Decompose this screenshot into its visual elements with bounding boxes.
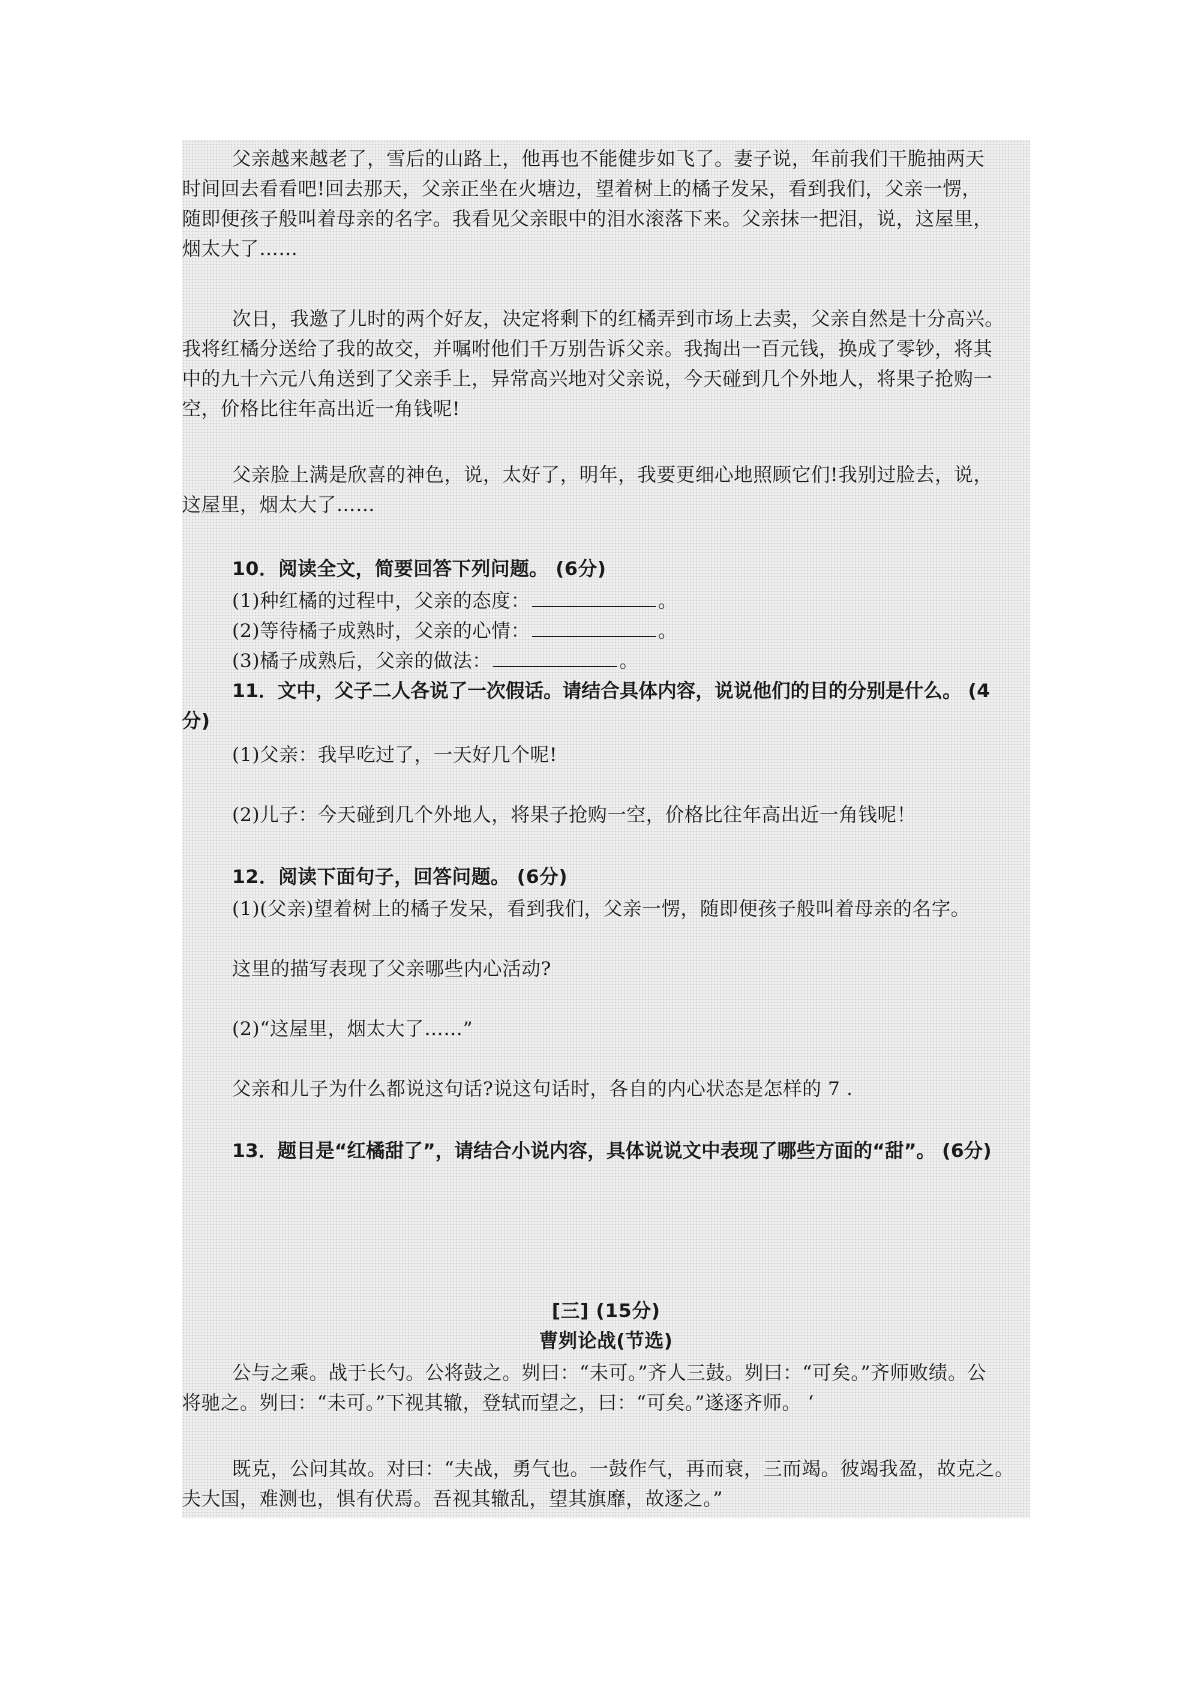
question-10-item3-end: 。 [619, 650, 639, 672]
passage-p2-line2: 我将红橘分送给了我的故交，并嘱咐他们千万别告诉父亲。我掏出一百元钱，换成了零钞，将其 [182, 338, 993, 360]
passage-p3-line2: 这屋里，烟太大了…… [182, 494, 376, 516]
question-13-title: 13．题目是“红橘甜了”，请结合小说内容，具体说说文中表现了哪些方面的“甜”。 (6分) [232, 1140, 992, 1162]
question-12-item2: (2)“这屋里，烟太大了……” [232, 1018, 473, 1040]
question-10-item3-text: (3)橘子成熟后，父亲的做法： [232, 650, 492, 672]
question-10-item3 [182, 646, 1030, 676]
document-page [182, 140, 1030, 1518]
question-10-item2 [182, 616, 1030, 646]
question-11-item2: (2)儿子：今天碰到几个外地人，将果子抢购一空，价格比往年高出近一角钱呢！ [232, 804, 917, 826]
question-10-item2-text: (2)等待橘子成熟时，父亲的心情： [232, 620, 531, 642]
section-3-p2-line2: 夫大国，难测也，惧有伏焉。吾视其辙乱，望其旗靡，故逐之。” [182, 1488, 723, 1510]
section-3-p2-line1: 既克，公问其故。对曰：“夫战，勇气也。一鼓作气，再而衰，三而竭。彼竭我盈，故克之。 [232, 1458, 1015, 1480]
answer-blank-10-3[interactable] [493, 646, 617, 667]
passage-p1-line4: 烟太大了…… [182, 238, 298, 260]
question-11-item1: (1)父亲：我早吃过了，一天好几个呢! [232, 744, 558, 766]
question-10-item1 [182, 586, 1030, 616]
question-11-title-line2: 分) [182, 710, 211, 732]
section-3-subtitle: 曹刿论战(节选) [539, 1330, 673, 1352]
passage-p2-line4: 空，价格比往年高出近一角钱呢! [182, 398, 461, 420]
answer-blank-10-2[interactable] [532, 616, 656, 637]
question-11-title-line1: 11．文中，父子二人各说了一次假话。请结合具体内容，说说他们的目的分别是什么。 (4 [232, 680, 990, 702]
passage-p3-line1: 父亲脸上满是欣喜的神色，说，太好了，明年，我要更细心地照顾它们!我别过脸去，说， [232, 464, 993, 486]
passage-p2-line1: 次日，我邀了儿时的两个好友，决定将剩下的红橘弄到市场上去卖，父亲自然是十分高兴。 [232, 308, 1005, 330]
question-12-title: 12．阅读下面句子，回答问题。 (6分) [232, 866, 568, 888]
question-12-item1: (1)(父亲)望着树上的橘子发呆，看到我们，父亲一愣，随即便孩子般叫着母亲的名字。 [232, 898, 971, 920]
section-3-p1-line1: 公与之乘。战于长勺。公将鼓之。刿曰：“未可。”齐人三鼓。刿曰：“可矣。”齐师败绩。公 [232, 1362, 987, 1384]
passage-p2-line3: 中的九十六元八角送到了父亲手上，异常高兴地对父亲说，今天碰到几个外地人，将果子抢购一 [182, 368, 993, 390]
question-10-item2-end: 。 [658, 620, 678, 642]
question-10-title: 10．阅读全文，简要回答下列问题。 (6分) [232, 558, 607, 580]
question-12-item2-question: 父亲和儿子为什么都说这句话?说这句话时，各自的内心状态是怎样的 7 . [232, 1078, 853, 1100]
section-3-p1-line2: 将驰之。刿曰：“未可。”下视其辙，登轼而望之，曰：“可矣。”遂逐齐师。 ‘ [182, 1392, 815, 1414]
section-3-heading: [三] (15分) [551, 1300, 661, 1322]
question-10-item1-end: 。 [658, 590, 678, 612]
question-12-item1-question: 这里的描写表现了父亲哪些内心活动? [232, 958, 552, 980]
question-10-item1-text: (1)种红橘的过程中，父亲的态度： [232, 590, 531, 612]
passage-p1-line2: 时间回去看看吧!回去那天，父亲正坐在火塘边，望着树上的橘子发呆，看到我们，父亲一愣， [182, 178, 982, 200]
passage-p1-line3: 随即便孩子般叫着母亲的名字。我看见父亲眼中的泪水滚落下来。父亲抹一把泪，说，这屋里， [182, 208, 993, 230]
answer-blank-10-1[interactable] [532, 586, 656, 607]
passage-p1-line1: 父亲越来越老了，雪后的山路上，他再也不能健步如飞了。妻子说，年前我们干脆抽两天 [232, 148, 985, 170]
